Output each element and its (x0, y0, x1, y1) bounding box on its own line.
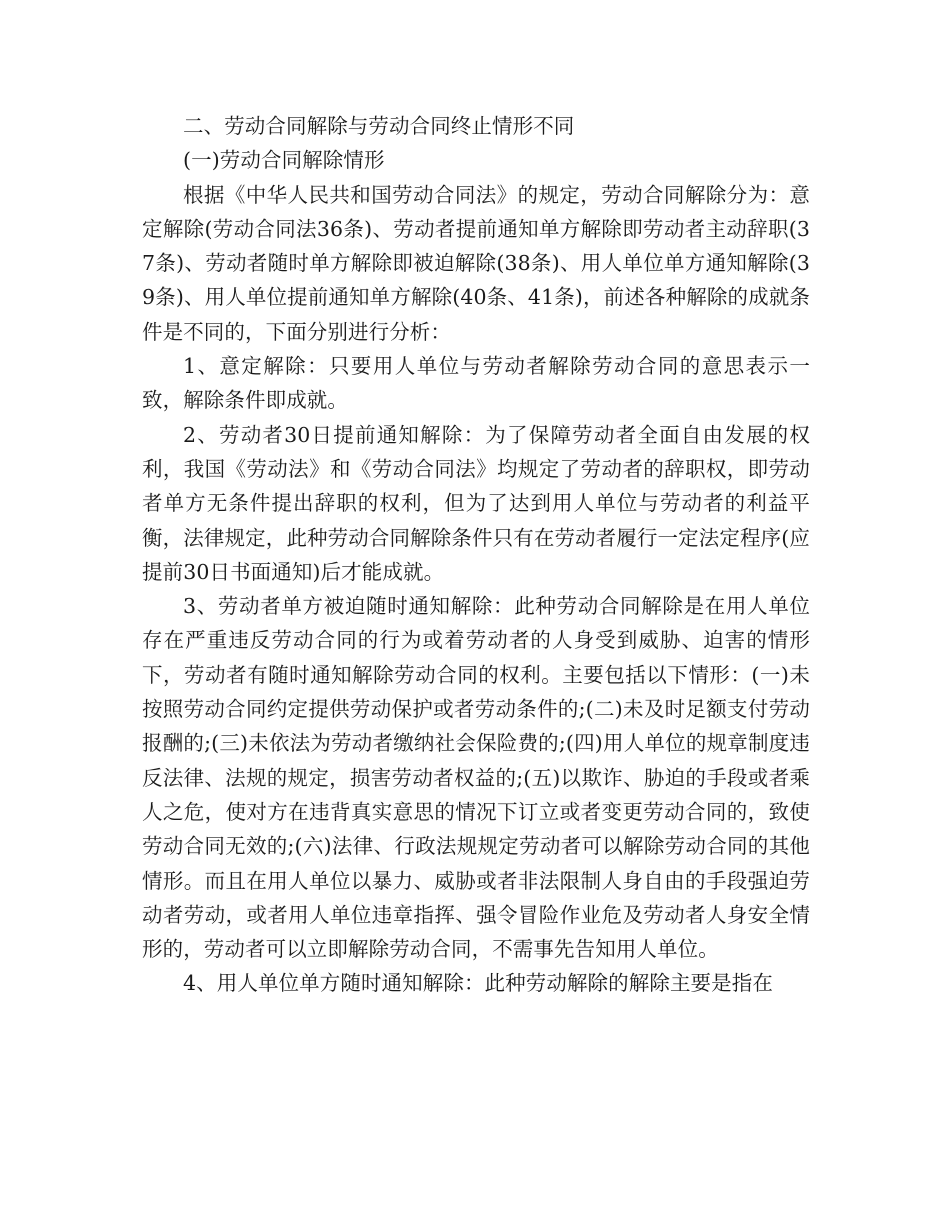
subsection-heading: (一)劳动合同解除情形 (183, 148, 385, 173)
body-paragraph-item-1: 1、意定解除：只要用人单位与劳动者解除劳动合同的意思表示一致，解除条件即成就。 (142, 354, 810, 413)
body-paragraph-intro: 根据《中华人民共和国劳动合同法》的规定，劳动合同解除分为：意定解除(劳动合同法36条)、劳动者提前通知单方解除即劳动者主动辞职(37条)、劳动者随时单方解除即被迫解除(38条)、用人单位单方通知解除(39条)、用人单位提前通知单方解除(40条、41条)，前述各种解除的成就条件是不同的，下面分别进行分析： (142, 182, 810, 344)
body-paragraph-item-3: 3、劳动者单方被迫随时通知解除：此种劳动合同解除是在用人单位存在严重违反劳动合同的行为或着劳动者的人身受到威胁、迫害的情形下，劳动者有随时通知解除劳动合同的权利。主要包括以下情形：(一)未按照劳动合同约定提供劳动保护或者劳动条件的;(二)未及时足额支付劳动报酬的;(三)未依法为劳动者缴纳社会保险费的;(四)用人单位的规章制度违反法律、法规的规定，损害劳动者权益的;(五)以欺诈、胁迫的手段或者乘人之危，使对方在违背真实意思的情况下订立或者变更劳动合同的，致使劳动合同无效的;(六)法律、行政法规规定劳动者可以解除劳动合同的其他情形。而且在用人单位以暴力、威胁或者非法限制人身自由的手段强迫劳动者劳动，或者用人单位违章指挥、强令冒险作业危及劳动者人身安全情形的，劳动者可以立即解除劳动合同，不需事先告知用人单位。 (142, 594, 810, 962)
body-paragraph-item-4: 4、用人单位单方随时通知解除：此种劳动解除的解除主要是指在 (183, 971, 773, 996)
section-heading: 二、劳动合同解除与劳动合同终止情形不同 (183, 114, 575, 138)
body-paragraph-item-2: 2、劳动者30日提前通知解除：为了保障劳动者全面自由发展的权利，我国《劳动法》和《劳动合同法》均规定了劳动者的辞职权，即劳动者单方无条件提出辞职的权利，但为了达到用人单位与劳动者的利益平衡，法律规定，此种劳动合同解除条件只有在劳动者履行一定法定程序(应提前30日书面通知)后才能成就。 (142, 422, 810, 584)
